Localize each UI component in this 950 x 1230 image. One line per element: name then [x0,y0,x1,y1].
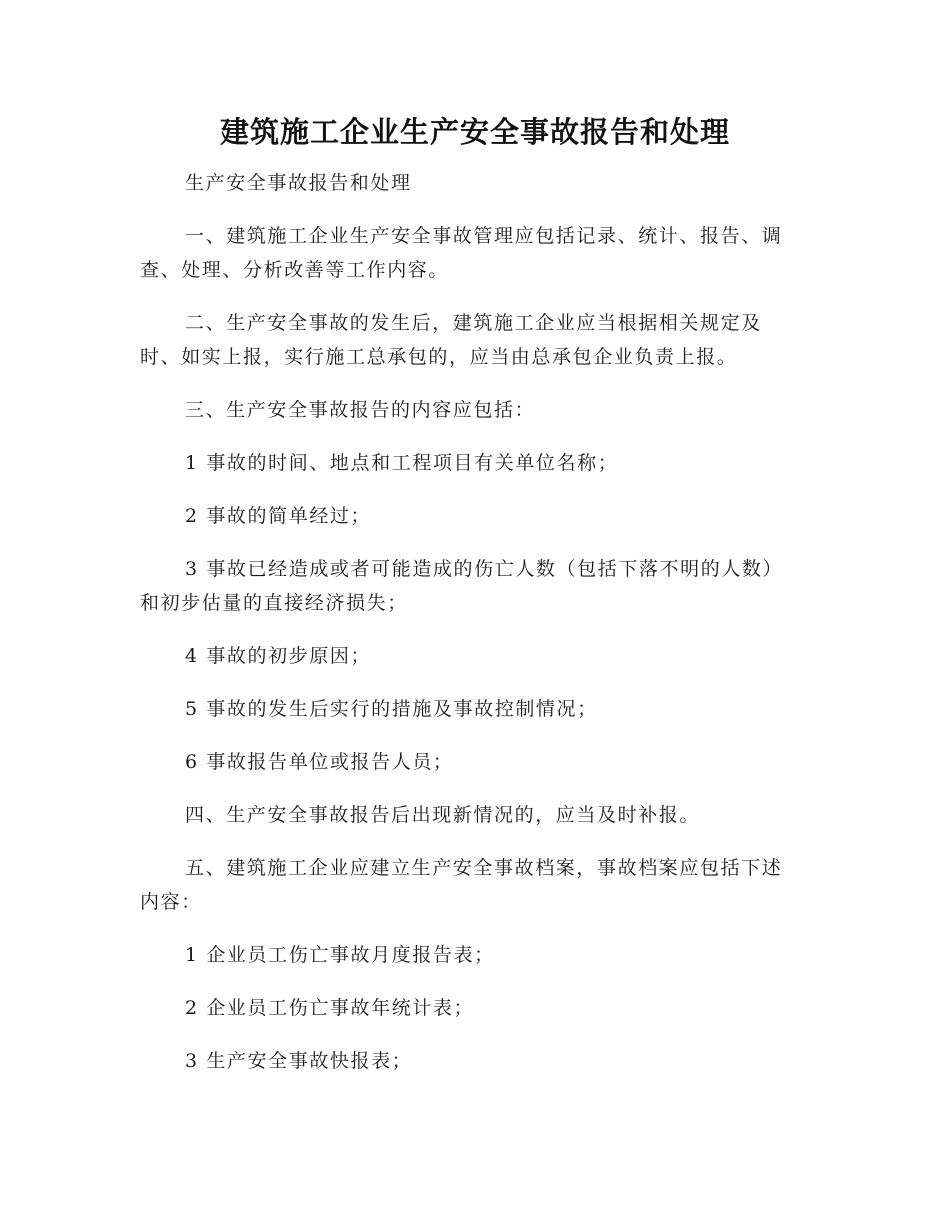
list-item: 1 事故的时间、地点和工程项目有关单位名称； [185,452,619,474]
list-item: 1 企业员工伤亡事故月度报告表； [185,944,495,966]
paragraph-section-5: 五、建筑施工企业应建立生产安全事故档案，事故档案应包括下述内容： [140,857,783,913]
document-title: 建筑施工企业生产安全事故报告和处理 [219,115,730,149]
list-item: 4 事故的初步原因； [185,645,372,667]
list-item: 2 事故的简单经过； [185,505,372,527]
document-body [140,166,800,1097]
list-item: 6 事故报告单位或报告人员； [185,751,454,773]
list-item: 2 企业员工伤亡事故年统计表； [185,997,475,1019]
paragraph-section-2: 二、生产安全事故的发生后，建筑施工企业应当根据相关规定及时、如实上报，实行施工总承包的，应当由总承包企业负责上报。 [140,312,762,368]
list-item: 3 事故已经造成或者可能造成的伤亡人数（包括下落不明的人数）和初步估量的直接经济损失； [140,558,784,614]
list-item: 3 生产安全事故快报表； [185,1050,413,1072]
list-item: 5 事故的发生后实行的措施及事故控制情况； [185,698,598,720]
paragraph-section-3: 三、生产安全事故报告的内容应包括： [185,399,536,421]
paragraph-section-1: 一、建筑施工企业生产安全事故管理应包括记录、统计、报告、调查、处理、分析改善等工作内容。 [140,225,783,281]
paragraph-section-4: 四、生产安全事故报告后出现新情况的，应当及时补报。 [185,804,701,826]
paragraph-subtitle: 生产安全事故报告和处理 [185,172,412,194]
